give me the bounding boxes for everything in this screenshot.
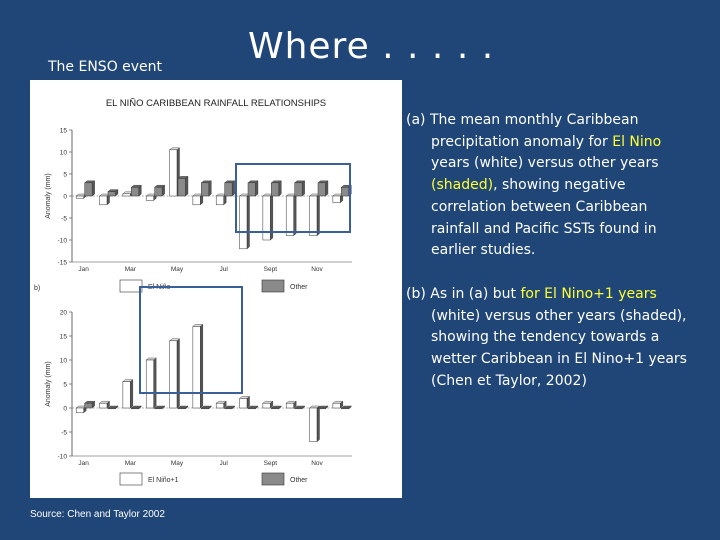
x-tick-label: Jul bbox=[219, 460, 228, 467]
bar-highlight-dec bbox=[333, 196, 340, 203]
bar-other-mar bbox=[131, 187, 138, 196]
legend-swatch bbox=[120, 280, 142, 292]
panel-label: b) bbox=[34, 285, 41, 292]
bar-other-sep bbox=[271, 408, 278, 409]
bar-other-feb bbox=[108, 192, 115, 196]
x-tick-label: May bbox=[170, 266, 184, 273]
bar-side bbox=[177, 339, 180, 408]
bar-highlight-may bbox=[170, 341, 177, 408]
x-tick-label: Sept bbox=[263, 266, 278, 273]
x-tick-label: Sept bbox=[263, 460, 278, 467]
bar-other-jan bbox=[85, 183, 92, 196]
legend-swatch bbox=[120, 473, 142, 485]
bar-other-jun bbox=[201, 183, 208, 196]
x-tick-label: Jan bbox=[78, 460, 89, 467]
y-tick-label: -10 bbox=[57, 237, 67, 245]
y-tick-label: -5 bbox=[61, 215, 67, 223]
y-tick-label: -10 bbox=[57, 453, 67, 461]
x-tick-label: Jul bbox=[219, 266, 228, 273]
caption-b-rest: (white) versus other years (shaded), showing the tendency towards a wetter Caribbean in El Nino+1 years (Chen et Taylor, 2002) bbox=[431, 307, 687, 389]
y-tick-label: 5 bbox=[63, 381, 67, 389]
bar-side bbox=[92, 181, 95, 196]
bar-side bbox=[325, 181, 328, 196]
bar-other-mar bbox=[131, 408, 138, 409]
caption-b bbox=[406, 284, 691, 393]
bar-other-jun bbox=[201, 408, 208, 409]
bar-side bbox=[185, 176, 188, 196]
y-tick-label: 0 bbox=[63, 193, 67, 201]
bar-highlight-nov bbox=[310, 196, 317, 236]
bar-side bbox=[302, 181, 305, 196]
bar-highlight-sep bbox=[263, 403, 270, 408]
y-axis-label: Anomaly (mm) bbox=[45, 173, 52, 219]
bar-other-may bbox=[178, 178, 185, 196]
bar-side bbox=[130, 380, 133, 408]
bar-other-dec bbox=[341, 408, 348, 409]
bar-other-jul bbox=[225, 183, 232, 196]
y-tick-label: 5 bbox=[63, 171, 67, 179]
bar-highlight-dec bbox=[333, 403, 340, 408]
bar-highlight-oct bbox=[286, 403, 293, 408]
rainfall-charts bbox=[30, 80, 402, 498]
bar-side bbox=[154, 358, 157, 408]
caption-a-prefix: (a) The mean monthly Caribbean precipitation anomaly for bbox=[406, 112, 639, 150]
legend-label: El Niño+1 bbox=[148, 477, 179, 484]
y-tick-label: -5 bbox=[61, 429, 67, 437]
bar-side bbox=[317, 406, 320, 442]
x-tick-label: Jan bbox=[78, 266, 89, 273]
y-tick-label: 15 bbox=[59, 127, 67, 135]
bar-highlight-jan bbox=[76, 408, 83, 413]
x-tick-label: Nov bbox=[311, 460, 323, 467]
y-tick-label: 15 bbox=[59, 333, 67, 341]
legend-label: Other bbox=[290, 477, 308, 484]
bar-highlight-mar bbox=[123, 194, 130, 196]
bar-other-may bbox=[178, 408, 185, 409]
bar-other-nov bbox=[318, 183, 325, 196]
bar-highlight-apr bbox=[146, 360, 153, 408]
bar-other-apr bbox=[155, 408, 162, 409]
bar-highlight-nov bbox=[310, 408, 317, 442]
bar-other-jul bbox=[225, 408, 232, 409]
slide-title: Where . . . . . bbox=[248, 26, 495, 67]
y-tick-label: -15 bbox=[57, 259, 67, 267]
bar-highlight-mar bbox=[123, 382, 130, 408]
topic-label: The ENSO event bbox=[48, 59, 163, 75]
x-tick-label: Mar bbox=[124, 266, 136, 273]
y-tick-label: 20 bbox=[59, 309, 67, 317]
caption-a bbox=[406, 110, 691, 262]
bar-other-feb bbox=[108, 408, 115, 409]
bar-highlight-may bbox=[170, 150, 177, 196]
x-tick-label: May bbox=[170, 460, 184, 467]
bar-side bbox=[279, 181, 282, 196]
legend-label: Other bbox=[290, 284, 308, 291]
bar-highlight-aug bbox=[240, 196, 247, 249]
bar-highlight-jul bbox=[216, 196, 223, 205]
bar-other-oct bbox=[295, 408, 302, 409]
bar-highlight-jun bbox=[193, 326, 200, 408]
bar-highlight-jun bbox=[193, 196, 200, 205]
bar-highlight-feb bbox=[100, 196, 107, 205]
bar-side bbox=[209, 181, 212, 196]
caption-b-highlight: for El Nino+1 years bbox=[520, 286, 657, 302]
x-tick-label: Mar bbox=[124, 460, 136, 467]
caption-a-highlight-elnino: El Nino bbox=[612, 133, 662, 150]
bar-other-nov bbox=[318, 408, 325, 409]
bar-side bbox=[317, 194, 320, 236]
bar-side bbox=[294, 194, 297, 236]
y-axis-label: Anomaly (mm) bbox=[45, 361, 52, 407]
caption-b-prefix: (b) As in (a) but bbox=[406, 286, 521, 302]
bar-other-apr bbox=[155, 187, 162, 196]
bar-other-dec bbox=[341, 187, 348, 196]
bar-highlight-apr bbox=[146, 196, 153, 200]
legend-label: El Niño bbox=[148, 284, 171, 291]
bar-other-jan bbox=[85, 403, 92, 408]
bar-highlight-jan bbox=[76, 196, 83, 198]
y-tick-label: 10 bbox=[59, 357, 67, 365]
bar-highlight-feb bbox=[100, 403, 107, 408]
caption-a-mid: years (white) versus other years bbox=[431, 155, 659, 172]
caption-a-highlight-shaded: (shaded) bbox=[431, 177, 494, 194]
y-tick-label: 10 bbox=[59, 149, 67, 157]
bar-side bbox=[232, 181, 235, 196]
source-citation: Source: Chen and Taylor 2002 bbox=[30, 509, 165, 520]
bar-side bbox=[200, 324, 203, 408]
bar-highlight-oct bbox=[286, 196, 293, 236]
bar-other-aug bbox=[248, 183, 255, 196]
bar-other-sep bbox=[271, 183, 278, 196]
x-tick-label: Nov bbox=[311, 266, 323, 273]
bar-side bbox=[255, 181, 258, 196]
bar-highlight-aug bbox=[240, 398, 247, 408]
legend-swatch bbox=[262, 473, 284, 485]
bar-side bbox=[247, 194, 250, 249]
bar-highlight-jul bbox=[216, 403, 223, 408]
bar-other-aug bbox=[248, 408, 255, 409]
y-tick-label: 0 bbox=[63, 405, 67, 413]
legend-swatch bbox=[262, 280, 284, 292]
bar-side bbox=[270, 194, 273, 240]
chart-title: EL NIÑO CARIBBEAN RAINFALL RELATIONSHIPS bbox=[105, 98, 327, 109]
caption-a-rest: , showing negative correlation between Caribbean rainfall and Pacific SSTs found in earlier studies. bbox=[431, 177, 657, 259]
bar-highlight-sep bbox=[263, 196, 270, 240]
bar-other-oct bbox=[295, 183, 302, 196]
figure-panel bbox=[30, 80, 402, 498]
